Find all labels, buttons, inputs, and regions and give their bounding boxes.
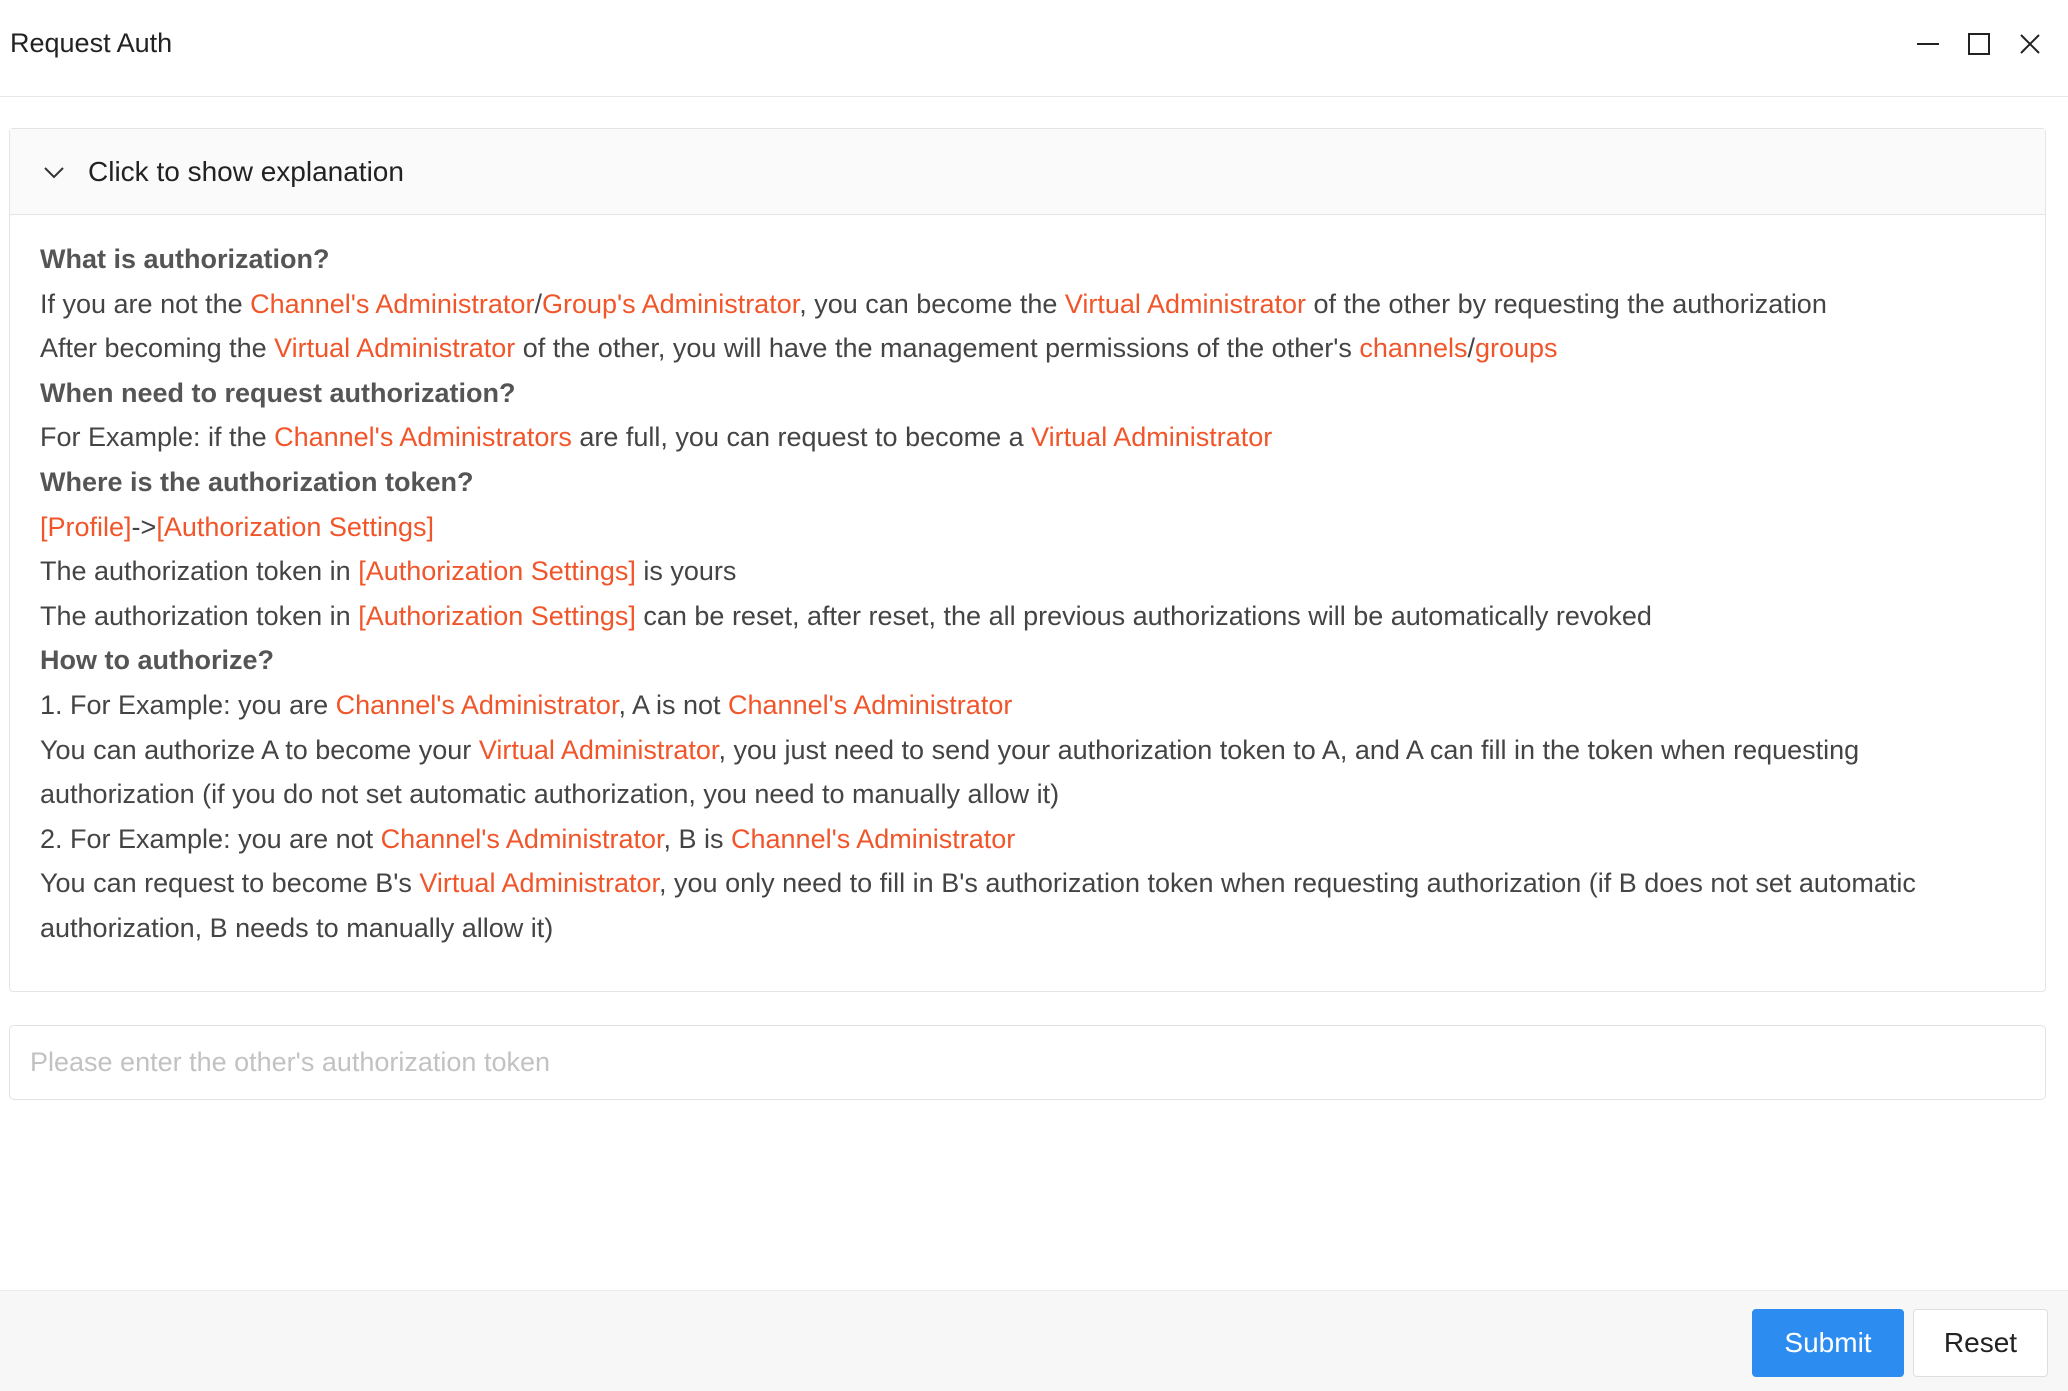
minimize-button[interactable] [1908, 24, 1948, 64]
submit-button[interactable]: Submit [1752, 1309, 1904, 1377]
text: The authorization token in [40, 556, 359, 587]
text: can be reset, after reset, the all previous authorizations will be automatically revoked [635, 600, 1652, 631]
maximize-button[interactable] [1959, 24, 1999, 64]
text: You can request to become B's [40, 868, 420, 899]
explanation-line [40, 282, 2015, 327]
dialog-footer [0, 1290, 2068, 1391]
explanation-line [40, 728, 2015, 817]
explanation-line [40, 326, 2015, 371]
link-virtual-administrator[interactable]: Virtual Administrator [1064, 288, 1306, 319]
text: , B is [663, 823, 731, 854]
explanation-body [10, 215, 2045, 951]
explanation-line [40, 683, 2015, 728]
question-when-need-request: When need to request authorization? [40, 377, 516, 408]
link-channels[interactable]: channels [1359, 333, 1468, 364]
text: 1. For Example: you are [40, 689, 336, 720]
text: , A is not [618, 689, 729, 720]
close-button[interactable] [2010, 24, 2050, 64]
text: , you can become the [799, 288, 1065, 319]
text: The authorization token in [40, 600, 359, 631]
reset-button[interactable]: Reset [1913, 1309, 2048, 1377]
link-virtual-administrator[interactable]: Virtual Administrator [274, 333, 516, 364]
link-channels-administrator[interactable]: Channel's Administrator [731, 823, 1016, 854]
text: You can authorize A to become your [40, 734, 479, 765]
link-profile[interactable]: [Profile] [40, 511, 132, 542]
link-channels-administrator[interactable]: Channel's Administrator [335, 689, 619, 720]
link-authorization-settings[interactable]: [Authorization Settings] [358, 600, 636, 631]
text: -> [131, 511, 157, 542]
text: If you are not the [40, 288, 251, 319]
link-virtual-administrator[interactable]: Virtual Administrator [419, 868, 660, 899]
chevron-down-icon [42, 159, 68, 185]
link-authorization-settings[interactable]: [Authorization Settings] [358, 556, 636, 587]
window-titlebar [0, 0, 2068, 97]
close-icon [2018, 32, 2042, 56]
link-channels-administrator[interactable]: Channel's Administrator [250, 288, 535, 319]
explanation-line [40, 861, 2015, 950]
text: 2. For Example: you are not [40, 823, 381, 854]
link-virtual-administrator[interactable]: Virtual Administrator [478, 734, 719, 765]
explanation-line [40, 817, 2015, 862]
question-what-is-authorization: What is authorization? [40, 244, 330, 274]
text: After becoming the [40, 333, 275, 364]
text: is yours [635, 556, 737, 587]
explanation-line [40, 549, 2015, 594]
maximize-icon [1967, 32, 1991, 56]
explanation-line [40, 505, 2015, 550]
explanation-panel [9, 128, 2046, 992]
explanation-toggle[interactable] [10, 129, 2045, 215]
authorization-token-input[interactable] [9, 1025, 2046, 1100]
link-groups[interactable]: groups [1474, 333, 1558, 364]
text: are full, you can request to become a [571, 422, 1032, 453]
text: of the other, you will have the management permissions of the other's [515, 333, 1360, 364]
text: , you just need to send your authorization token to A, and A can fill in the token when requesting authorization (if you do not set automatic authorization, you need to manually allow it) [40, 734, 1860, 810]
text: of the other by requesting the authorization [1306, 288, 1827, 319]
link-channels-administrator[interactable]: Channel's Administrator [728, 689, 1013, 720]
link-authorization-settings[interactable]: [Authorization Settings] [156, 511, 434, 542]
window-title: Request Auth [10, 28, 173, 58]
text: For Example: if the [40, 422, 275, 453]
link-groups-administrator[interactable]: Group's Administrator [541, 288, 800, 319]
text: / [534, 288, 542, 319]
text: / [1467, 333, 1475, 364]
link-channels-administrator[interactable]: Channel's Administrator [380, 823, 664, 854]
minimize-icon [1915, 31, 1941, 57]
question-how-to-authorize: How to authorize? [40, 645, 274, 676]
explanation-line [40, 415, 2015, 460]
link-channels-administrators[interactable]: Channel's Administrators [274, 422, 572, 453]
text: , you only need to fill in B's authorization token when requesting authorization (if B does not set automatic authorization, B needs to manually allow it) [40, 868, 1916, 943]
question-where-is-token: Where is the authorization token? [40, 466, 474, 497]
explanation-toggle-label: Click to show explanation [88, 155, 404, 187]
explanation-line [40, 594, 2015, 639]
link-virtual-administrator[interactable]: Virtual Administrator [1031, 422, 1273, 453]
